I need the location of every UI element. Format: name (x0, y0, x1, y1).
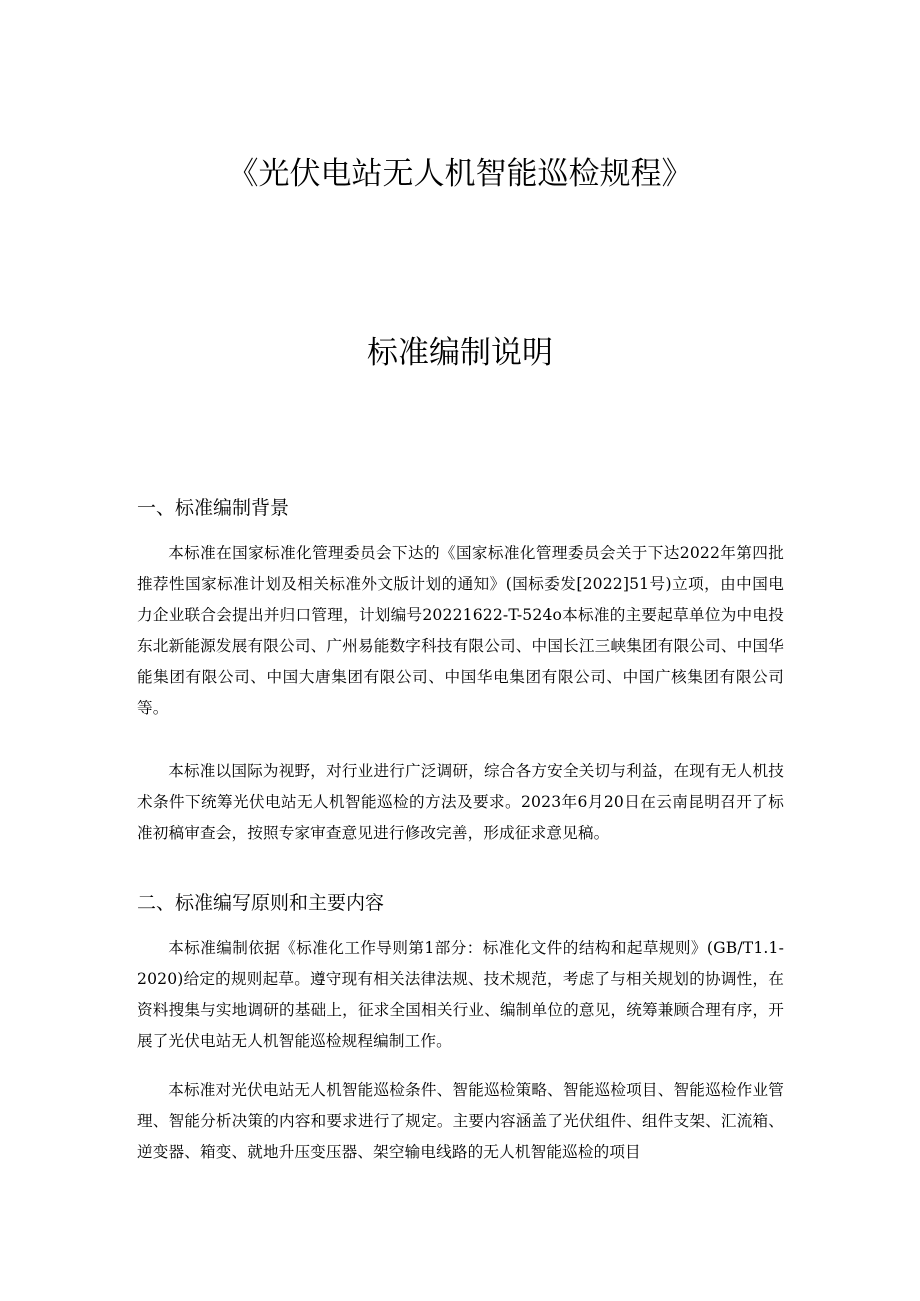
section-heading-background: 一、标准编制背景 (137, 497, 290, 519)
document-subtitle: 标准编制说明 (367, 335, 553, 371)
paragraph-background-1: 本标准在国家标准化管理委员会下达的《国家标准化管理委员会关于下达2022年第四批推荐性国家标准计划及相关标准外文版计划的通知》(国标委发[2022]51号)立项，由中国电力企业联合会提出并归口管理，计划编号20221622-T-524o本标准的主要起草单位为中电投东北新能源发展有限公司、广州易能数字科技有限公司、中国长江三峡集团有限公司、中国华能集团有限公司、中国大唐集团有限公司、中国华电集团有限公司、中国广核集团有限公司等。 (137, 544, 784, 717)
paragraph-principles-2: 本标准对光伏电站无人机智能巡检条件、智能巡检策略、智能巡检项目、智能巡检作业管理、智能分析决策的内容和要求进行了规定。主要内容涵盖了光伏组件、组件支架、汇流箱、逆变器、箱变、就地升压变压器、架空输电线路的无人机智能巡检的项目 (137, 1081, 784, 1161)
section-heading-principles: 二、标准编写原则和主要内容 (137, 892, 385, 914)
document-title: 《光伏电站无人机智能巡检规程》 (227, 156, 693, 192)
paragraph-background-2: 本标准以国际为视野，对行业进行广泛调研，综合各方安全关切与利益，在现有无人机技术条件下统筹光伏电站无人机智能巡检的方法及要求。2023年6月20日在云南昆明召开了标准初稿审查会，按照专家审查意见进行修改完善，形成征求意见稿。 (137, 762, 784, 842)
paragraph-principles-1: 本标准编制依据《标准化工作导则第1部分：标准化文件的结构和起草规则》(GB/T1.1-2020)给定的规则起草。遵守现有相关法律法规、技术规范，考虑了与相关规划的协调性，在资料搜集与实地调研的基础上，征求全国相关行业、编制单位的意见，统筹兼顾合理有序，开展了光伏电站无人机智能巡检规程编制工作。 (137, 939, 784, 1050)
